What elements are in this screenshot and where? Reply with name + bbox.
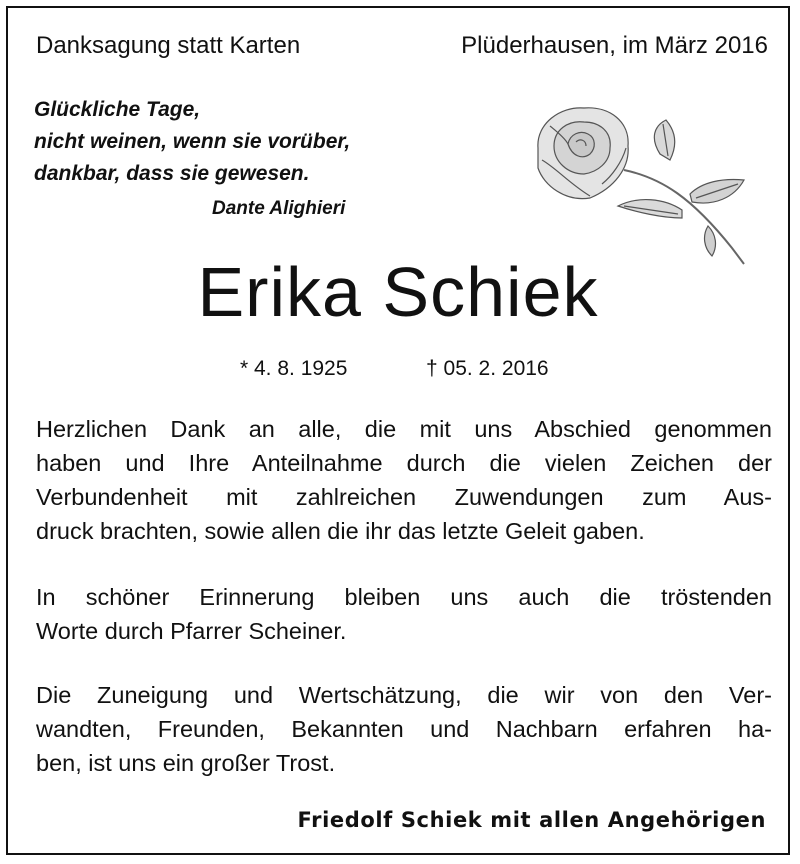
text-line: wandten, Freunden, Bekannten und Nachbarn erfahren ha- [36, 716, 772, 742]
text-line: Verbundenheit mit zahlreichen Zuwendungen zum Aus- [36, 484, 772, 510]
rose-icon [532, 98, 762, 274]
quote-line: nicht weinen, wenn sie vorüber, [34, 130, 351, 153]
quote-author: Dante Alighieri [212, 198, 346, 219]
card-title: Danksagung statt Karten [36, 32, 301, 59]
text-line: Herzlichen Dank an alle, die mit uns Abschied genommen [36, 416, 772, 442]
comfort-paragraph [36, 678, 772, 780]
deceased-name: Erika Schiek [197, 253, 599, 331]
text-line: Worte durch Pfarrer Scheiner. [36, 618, 347, 644]
death-date: † 05. 2. 2016 [426, 357, 549, 380]
memory-paragraph [36, 580, 772, 648]
obituary-card [6, 6, 790, 855]
quote-line: dankbar, dass sie gewesen. [34, 162, 310, 185]
text-line: haben und Ihre Anteilnahme durch die vielen Zeichen der [36, 450, 772, 476]
quote [34, 94, 350, 190]
text-line: Die Zuneigung und Wertschätzung, die wir von den Ver- [36, 682, 772, 708]
text-line: druck brachten, sowie allen die ihr das letzte Geleit gaben. [36, 518, 645, 544]
place-date: Plüderhausen, im März 2016 [461, 32, 768, 59]
text-line: ben, ist uns ein großer Trost. [36, 750, 336, 776]
quote-line: Glückliche Tage, [34, 98, 201, 121]
text-line: In schöner Erinnerung bleiben uns auch die tröstenden [36, 584, 772, 610]
birth-date: * 4. 8. 1925 [240, 357, 348, 380]
thanks-paragraph [36, 412, 772, 548]
signature: Friedolf Schiek mit allen Angehörigen [297, 808, 766, 832]
